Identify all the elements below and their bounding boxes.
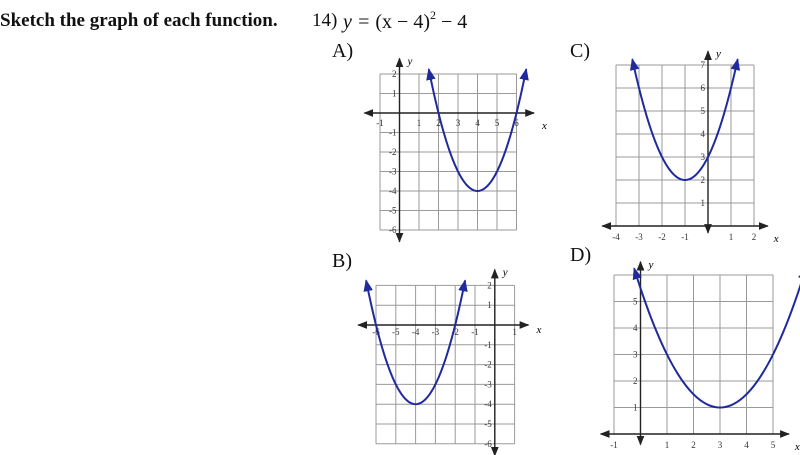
y-tick-label: 2 — [633, 376, 638, 386]
y-tick-label: 5 — [700, 106, 705, 116]
y-axis-label: y — [407, 55, 413, 68]
x-tick-label: -1 — [376, 118, 384, 128]
y-tick-label: -5 — [389, 205, 397, 216]
x-axis-label: x — [773, 233, 779, 245]
equation-tail: − 4 — [435, 11, 468, 33]
grid — [376, 285, 515, 443]
x-tick-label: -1 — [471, 327, 479, 337]
y-tick-label: 3 — [633, 349, 638, 360]
y-tick-label: -2 — [484, 359, 492, 370]
y-tick-label: 1 — [487, 300, 492, 311]
y-tick-label: -4 — [484, 399, 492, 410]
question-number: 14) — [312, 10, 338, 31]
x-tick-label: -2 — [451, 327, 459, 337]
x-tick-label: -1 — [610, 440, 618, 450]
x-tick-label: 2 — [751, 232, 757, 242]
y-tick-label: -2 — [389, 147, 397, 157]
y-tick-label: 1 — [633, 402, 638, 413]
x-tick-label: 3 — [455, 118, 461, 128]
x-axis-label: x — [536, 324, 542, 336]
y-axis-label: y — [648, 258, 654, 271]
graph-choice-c[interactable] — [596, 48, 779, 248]
x-tick-label: 1 — [512, 327, 517, 337]
x-tick-label: -1 — [681, 232, 689, 242]
x-tick-label: 3 — [717, 440, 723, 450]
x-tick-label: -4 — [612, 232, 620, 242]
grid — [614, 275, 773, 434]
y-tick-label: 6 — [700, 83, 705, 93]
x-tick-label: 5 — [494, 118, 500, 128]
y-tick-label: -3 — [484, 379, 492, 390]
x-axis-label: x — [794, 441, 800, 453]
x-tick-label: 5 — [770, 440, 776, 450]
graph-choice-b[interactable] — [357, 266, 543, 450]
choice-c-label[interactable]: C) — [570, 40, 590, 62]
equation-exponent: 2 — [429, 8, 436, 22]
x-tick-label: 6 — [514, 118, 519, 128]
y-tick-label: -1 — [389, 127, 397, 138]
x-tick-label: -2 — [658, 232, 666, 242]
grid — [616, 65, 754, 226]
parabola-curve — [634, 268, 800, 407]
y-tick-label: 6 — [633, 270, 638, 280]
y-tick-label: 7 — [700, 60, 705, 70]
equation-lhs: y = — [343, 11, 376, 33]
y-tick-label: -5 — [484, 419, 492, 429]
grid — [380, 74, 517, 230]
y-tick-label: 4 — [633, 323, 638, 333]
x-tick-label: -4 — [411, 327, 420, 337]
y-tick-label: 2 — [700, 175, 705, 185]
y-axis-label: y — [716, 48, 721, 61]
y-tick-label: 3 — [700, 152, 705, 162]
x-tick-label: -5 — [392, 327, 400, 337]
x-tick-label: 2 — [691, 440, 696, 450]
y-tick-label: -6 — [389, 225, 397, 235]
y-tick-label: -1 — [484, 339, 492, 350]
y-tick-label: -3 — [389, 166, 397, 177]
x-tick-label: 4 — [475, 118, 480, 128]
y-tick-label: 4 — [700, 129, 705, 139]
x-tick-label: 4 — [744, 440, 749, 450]
y-tick-label: 1 — [392, 88, 397, 99]
y-axis-label: y — [502, 266, 508, 279]
y-tick-label: 2 — [392, 69, 397, 79]
y-tick-label: 1 — [700, 198, 705, 208]
y-tick-label: -4 — [389, 186, 397, 196]
x-tick-label: -6 — [372, 327, 380, 337]
y-tick-label: 5 — [633, 296, 638, 307]
x-tick-label: -3 — [431, 327, 440, 337]
x-tick-label: 1 — [416, 118, 422, 128]
equation — [343, 8, 467, 34]
equation-body: (x − 4) — [375, 11, 430, 33]
x-tick-label: -3 — [635, 232, 643, 242]
graph-choice-d[interactable] — [596, 258, 800, 454]
x-tick-label: 2 — [436, 118, 441, 128]
instruction-text: Sketch the graph of each function. — [0, 10, 278, 31]
choice-b-label[interactable]: B) — [332, 250, 352, 272]
x-tick-label: 1 — [728, 232, 734, 242]
graph-choice-a[interactable] — [360, 55, 547, 240]
choice-a-label[interactable]: A) — [332, 40, 354, 62]
y-tick-label: 2 — [487, 280, 492, 291]
x-tick-label: 1 — [664, 440, 670, 450]
choice-d-label[interactable]: D) — [570, 244, 592, 266]
x-axis-label: x — [542, 120, 547, 132]
y-tick-label: -6 — [484, 438, 492, 449]
